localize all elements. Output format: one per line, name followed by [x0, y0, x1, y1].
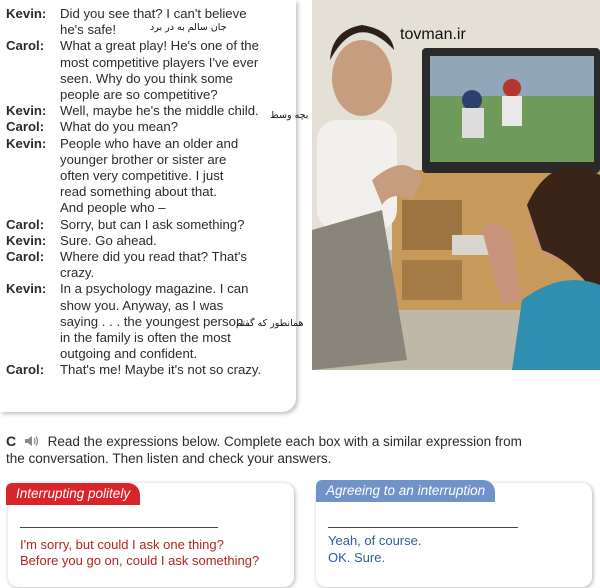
- instruction-line-1: Read the expressions below. Complete each box with a similar expression from: [47, 434, 522, 449]
- section-letter: C: [6, 433, 17, 449]
- dialogue-line: younger brother or sister are: [60, 151, 227, 167]
- dialogue-line: read something about that.: [60, 184, 217, 200]
- dialogue-line: in the family is often the most: [60, 330, 231, 345]
- agreeing-box: [316, 483, 592, 587]
- dialogue-line: saying . . . the youngest person: [60, 313, 244, 329]
- interrupting-box-title: Interrupting politely: [6, 483, 140, 505]
- agreeing-expression-2: OK. Sure.: [328, 550, 386, 565]
- speaker-label: Carol:: [6, 38, 45, 54]
- photo-illustration: [312, 0, 600, 370]
- dialogue-line: most competitive players I've ever: [60, 54, 259, 70]
- translation-note-1: جان سالم به در برد: [150, 22, 227, 33]
- audio-icon[interactable]: [24, 435, 40, 447]
- interrupting-expression-1: I'm sorry, but could I ask one thing?: [20, 537, 224, 552]
- speaker-label: Carol:: [6, 119, 45, 135]
- dialogue-line: And people who –: [60, 200, 166, 216]
- interrupting-box: [8, 483, 294, 587]
- dialogue-line: outgoing and confident.: [60, 346, 198, 362]
- dialogue-line: he's safe!: [60, 22, 117, 38]
- dialogue-line: What do you mean?: [60, 119, 179, 135]
- dialogue-line: In a psychology magazine. I can: [60, 281, 249, 297]
- speaker-label: Kevin:: [6, 135, 47, 151]
- dialogue-line: Where did you read that? That's: [60, 249, 248, 264]
- tv-watching-photo: [312, 0, 600, 370]
- interrupting-expression-2: Before you go on, could I ask something?: [20, 553, 260, 568]
- speaker-label: Kevin:: [6, 281, 47, 297]
- dialogue-line: Did you see that? I can't believe: [60, 6, 247, 21]
- dialogue-line: What a great play! He's one of the: [60, 38, 259, 54]
- agreeing-expression-1: Yeah, of course.: [328, 533, 422, 548]
- speaker-label: Kevin:: [6, 232, 47, 248]
- dialogue-line: show you. Anyway, as I was: [60, 297, 224, 313]
- dialogue-line: Sorry, but can I ask something?: [60, 216, 245, 232]
- dialogue-line: Well, maybe he's the middle child.: [60, 103, 259, 119]
- speaker-label: Kevin:: [6, 103, 47, 119]
- instruction-line-2: the conversation. Then listen and check your answers.: [6, 451, 332, 466]
- dialogue-line: Sure. Go ahead.: [60, 232, 157, 248]
- interrupting-answer-blank[interactable]: [20, 527, 218, 528]
- speaker-label: Kevin:: [6, 6, 47, 21]
- speaker-label: Carol:: [6, 249, 45, 264]
- dialogue-line: often very competitive. I just: [60, 168, 224, 183]
- dialogue-line: crazy.: [60, 265, 95, 281]
- speaker-label: Carol:: [6, 216, 45, 232]
- dialogue-line: People who have an older and: [60, 135, 239, 151]
- agreeing-box-title: Agreeing to an interruption: [316, 480, 495, 502]
- dialogue-line: people are so competitive?: [60, 87, 218, 102]
- dialogue-line: seen. Why do you think some: [60, 70, 233, 86]
- agreeing-answer-blank[interactable]: [328, 527, 518, 528]
- translation-note-2: بچه وسط: [270, 110, 309, 121]
- conversation-card: [0, 0, 296, 412]
- speaker-label: Carol:: [6, 362, 45, 378]
- photo-caption-strip: [316, 372, 600, 388]
- section-c-instructions: [6, 433, 522, 467]
- site-watermark: tovman.ir: [400, 26, 466, 43]
- translation-note-3: همانطور که گفتم: [236, 318, 304, 329]
- dialogue-line: That's me! Maybe it's not so crazy.: [60, 362, 262, 378]
